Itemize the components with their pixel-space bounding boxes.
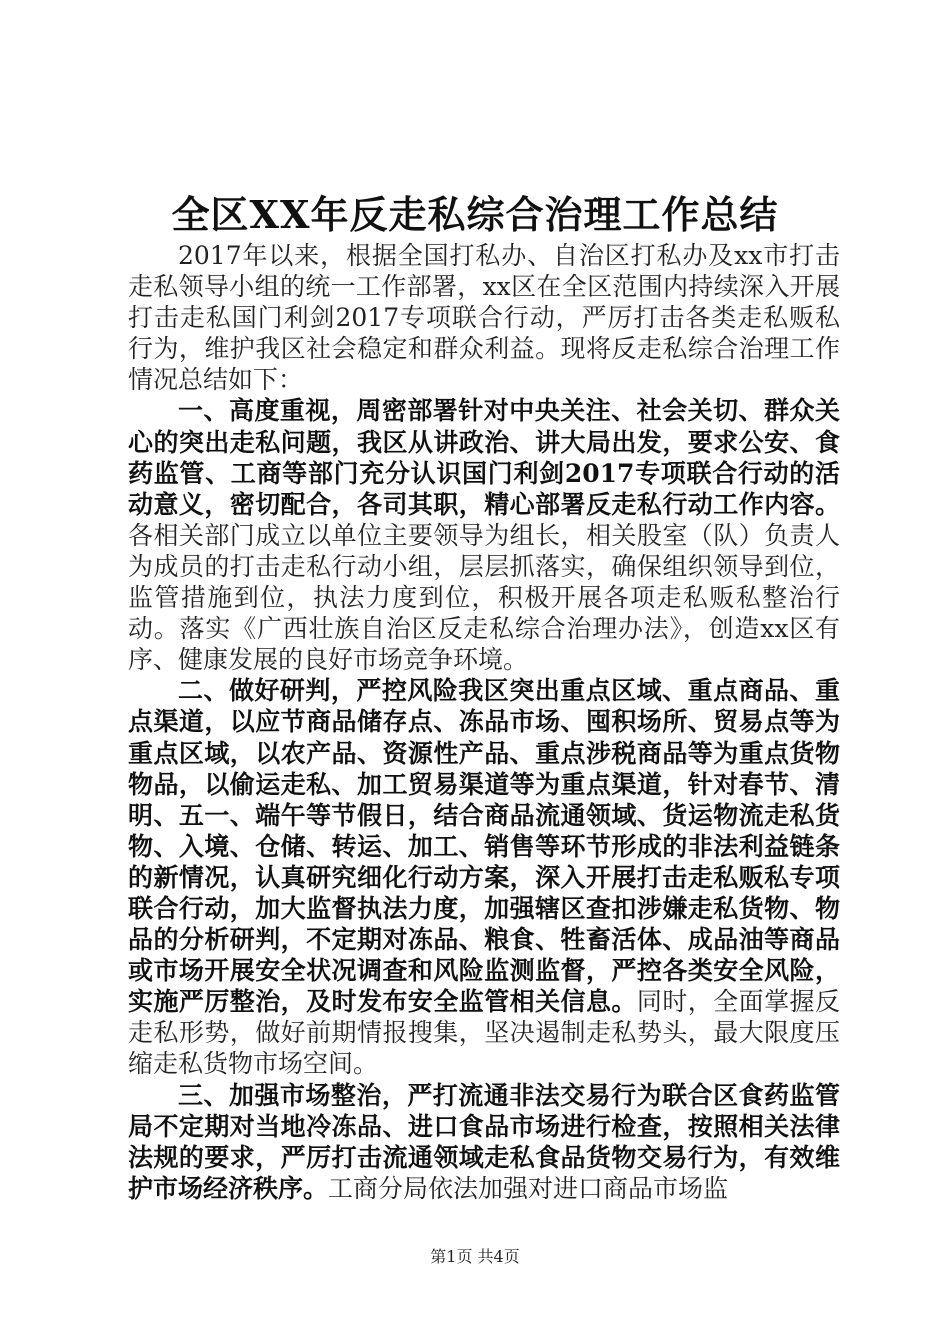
section-3-paragraph: [128, 1080, 840, 1204]
document-body: [128, 240, 840, 1204]
section-2-paragraph: [128, 675, 840, 1079]
section-2-heading-text: 二、做好研判，严控风险我区突出重点区域、重点商品、重点渠道，以应节商品储存点、冻品市场、囤积场所、贸易点等为重点区域，以农产品、资源性产品、重点涉税商品等为重点货物物品，以偷运走私、加工贸易渠道等为重点渠道，针对春节、清明、五一、端午等节假日，结合商品流通领域、货运物流走私货物、入境、仓储、转运、加工、销售等环节形成的非法利益链条的新情况，认真研究细化行动方案，深入开展打击走私贩私专项联合行动，加大监督执法力度，加强辖区查扣涉嫌走私货物、物品的分析研判，不定期对冻品、粮食、牲畜活体、成品油等商品或市场开展安全状况调查和风险监测监督，严控各类安全风险，实施严厉整治，及时发布安全监管相关信息。: [128, 676, 840, 1017]
section-3-body-text: 工商分局依法加强对进口商品市场监: [328, 1173, 729, 1203]
section-1-heading-text: 一、高度重视，周密部署针对中央关注、社会关切、群众关心的突出走私问题，我区从讲政治、讲大局出发，要求公安、食药监管、工商等部门充分认识国门利剑2017专项联合行动的活动意义，密切配合，各司其职，精心部署反走私行动工作内容。: [128, 396, 840, 519]
intro-paragraph: 2017年以来，根据全国打私办、自治区打私办及xx市打击走私领导小组的统一工作部署，xx区在全区范围内持续深入开展打击走私国门利剑2017专项联合行动，严厉打击各类走私贩私行为，维护我区社会稳定和群众利益。现将反走私综合治理工作情况总结如下：: [128, 241, 840, 395]
page-number-footer: 第1页 共4页: [430, 1247, 520, 1266]
section-2-body-text: 同时，全面掌握反走私形势，做好前期情报搜集，坚决遏制走私势头，最大限度压缩走私货物市场空间。: [128, 987, 840, 1079]
document-title: 全区XX年反走私综合治理工作总结: [171, 192, 779, 237]
section-1-paragraph: [128, 395, 840, 675]
section-1-body-text: 各相关部门成立以单位主要领导为组长，相关股室（队）负责人为成员的打击走私行动小组，层层抓落实，确保组织领导到位，监管措施到位，执法力度到位，积极开展各项走私贩私整治行动。落实《广西壮族自治区反走私综合治理办法》，创造xx区有序、健康发展的良好市场竞争环境。: [128, 520, 840, 675]
section-3-heading-text: 三、加强市场整治，严打流通非法交易行为联合区食药监管局不定期对当地冷冻品、进口食品市场进行检查，按照相关法律法规的要求，严厉打击流通领域走私食品货物交易行为，有效维护市场经济秩序。: [128, 1080, 840, 1203]
